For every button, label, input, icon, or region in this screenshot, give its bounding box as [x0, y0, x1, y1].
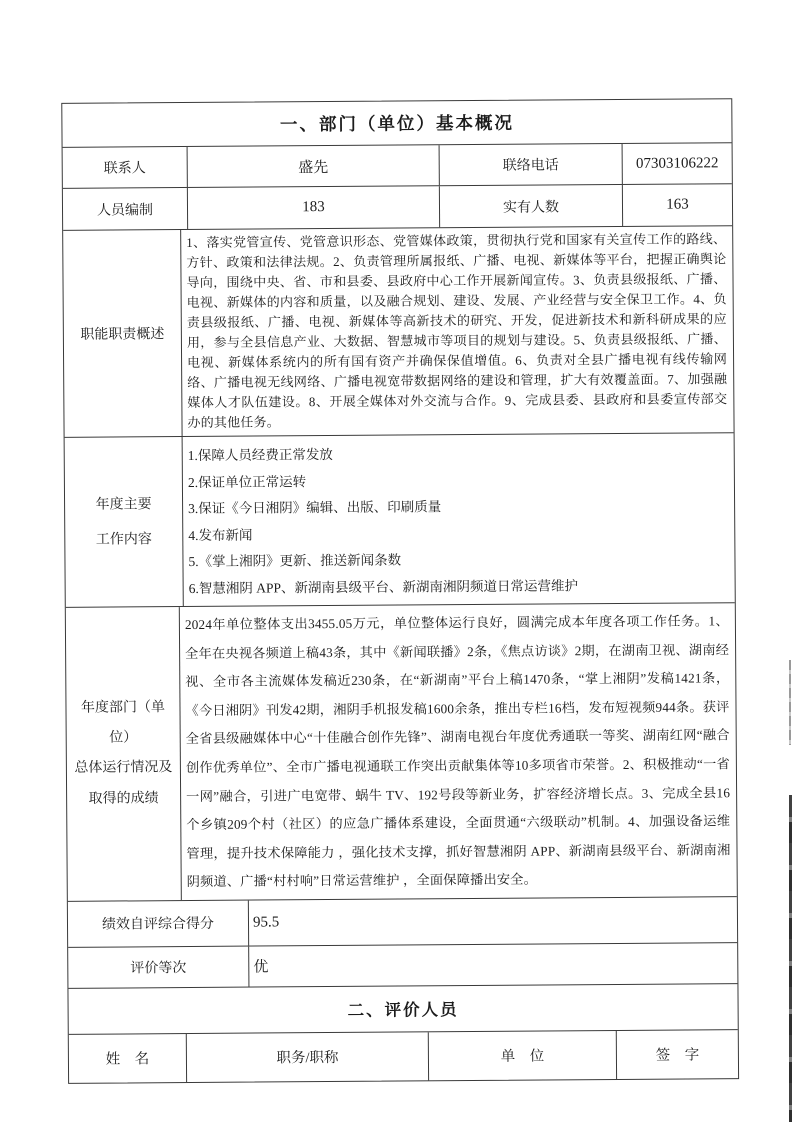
operation-label-cell: 年度部门（单位） 总体运行情况及 取得的成绩: [74, 700, 173, 807]
contact-label-cell: 联系人: [103, 161, 146, 177]
duties-label-cell: 职能职责概述: [80, 327, 165, 343]
grade-value-cell: 优: [248, 943, 737, 986]
score-row: [68, 896, 737, 947]
scan-edge-artifact-lower: [789, 795, 792, 1122]
annual-work-item: 2.保证单位正常运转: [187, 473, 307, 490]
contact-row: [63, 142, 732, 188]
actual-headcount-value-cell: 163: [622, 184, 732, 226]
phone-label-cell: 联络电话: [439, 144, 622, 185]
operation-text-cell: 2024年单位整体支出3455.05万元，单位整体运行良好，圆满完成本年度各项工作任务。1、全年在央视各频道上稿43条，其中《新闻联播》2条，《焦点访谈》2期，在湖南卫视、湖南经视、全市各主流媒体发稿近230条，在“新湖南”平台上稿1470条，“掌上湘阴”发稿1421条，《今日湘阴》刊发42期，湘阴手机报发稿1600余条，推出专栏16档，发布短视频944条。获评全省县级融媒体中心“十佳融合创作先锋”、湖南电视台年度优秀通联一等奖、湖南红网“融合创作优秀单位”、全市广播电视通联工作突出贡献集体等10多项省市荣誉。2、积极推动“一省一网”融合，引进广电宽带、蜗牛 TV、192号段等新业务，扩容经济增长点。3、完成全县16个乡镇209个村（社区）的应急广播体系建设，全面贯通“六级联动”机制。4、加强设备运维管理，提升技术保障能力 ，强化技术支撑，抓好智慧湘阴 APP、新湖南县级平台、新湖南湘阴频道、广播“村村响”日常运营维护 ，全面保障播出安全。: [179, 603, 737, 900]
evaluator-title-header: 职务/职称: [186, 1032, 428, 1082]
annual-work-item: 4.发布新闻: [188, 527, 253, 543]
annual-work-item: 3.保证《今日湘阴》编辑、出版、印刷质量: [188, 499, 442, 517]
evaluator-name-header: 姓 名: [105, 1051, 150, 1069]
evaluator-sign-header: 签 字: [616, 1030, 738, 1079]
phone-value-cell: 07303106222: [622, 143, 732, 184]
section2-title-row: [68, 983, 737, 1034]
grade-label-cell: 评价等次: [130, 960, 187, 977]
evaluator-unit-header: 单 位: [428, 1031, 616, 1080]
contact-value-cell: 盛先: [187, 145, 439, 187]
staffing-row: [63, 183, 732, 230]
staffing-label-cell: 人员编制: [96, 202, 154, 219]
actual-headcount-label-cell: 实有人数: [439, 185, 622, 227]
section1-title: 一、部门（单位）基本概况: [279, 112, 514, 135]
section2-title: 二、评价人员: [347, 1001, 459, 1021]
annual-work-list-cell: [182, 433, 735, 606]
score-label-cell: 绩效自评综合得分: [101, 917, 215, 934]
annual-work-item: 5.《掌上湘阴》更新、推送新闻条数: [188, 552, 402, 570]
score-value-cell: 95.5: [248, 897, 737, 945]
annual-work-row: [65, 432, 735, 607]
staffing-value-cell: 183: [187, 186, 439, 229]
annual-work-item: 6.智慧湘阴 APP、新湖南县级平台、新湖南湘阴频道日常运营维护: [188, 577, 578, 596]
evaluation-form-table: [61, 98, 739, 1084]
operation-row: [66, 602, 737, 901]
evaluators-header-row: [69, 1029, 738, 1083]
section1-title-row: [62, 99, 731, 147]
grade-row: [68, 942, 737, 988]
scan-edge-artifact-upper: [789, 660, 791, 745]
annual-work-item: 1.保障人员经费正常发放: [187, 446, 333, 464]
annual-work-label-cell: 年度主要 工作内容: [95, 496, 152, 548]
duties-text-cell: 1、落实党管宣传、党管意识形态、党管媒体政策，贯彻执行党和国家有关宣传工作的路线、方针、政策和法律法规。2、负责管理所属报纸、广播、电视、新媒体等平台，把握正确舆论导向，围绕中央、省、市和县委、县政府中心工作开展新闻宣传。3、负责县级报纸、广播、电视、新媒体的内容和质量，以及融合规划、建设、发展、产业经营与安全保卫工作。4、负责县级报纸、广播、电视、新媒体等高新技术的研究、开发，促进新技术和新科研成果的应用，参与全县信息产业、大数据、智慧城市等项目的规划与建设。5、负责县级报纸、广播、电视、新媒体系统内的所有国有资产并确保保值增值。6、负责对全县广播电视有线传输网络、广播电视无线网络、广播电视宽带数据网络的建设和管理，扩大有效覆盖面。7、加强融媒体人才队伍建设。8、开展全媒体对外交流与合作。9、完成县委、县政府和县委宣传部交办的其他任务。: [180, 226, 733, 436]
duties-row: [63, 225, 733, 437]
